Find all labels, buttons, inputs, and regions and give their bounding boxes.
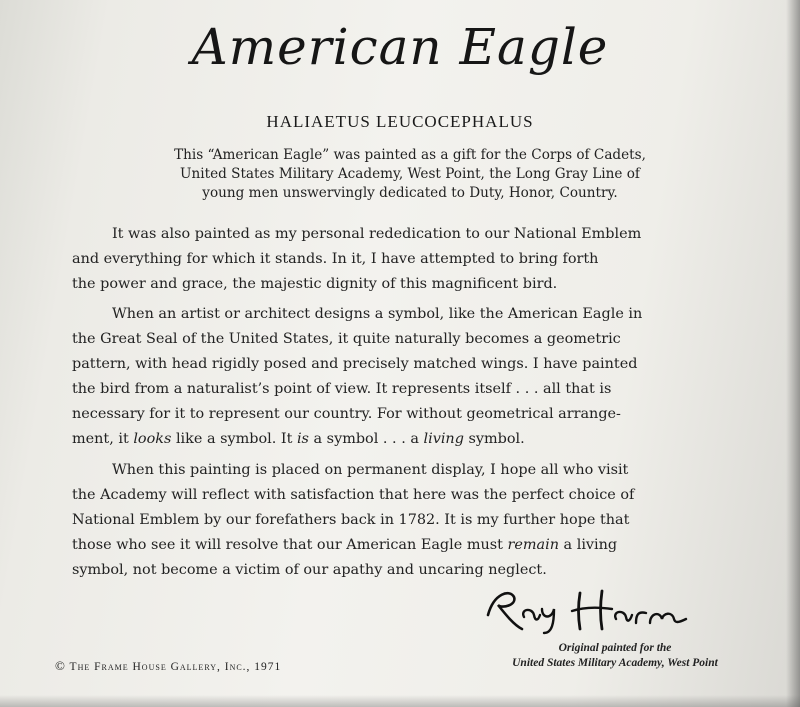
signature-text: Ray Harm <box>480 585 485 586</box>
caption-line: Original painted for the <box>558 642 672 654</box>
text-run: a living <box>558 537 618 553</box>
text-run: symbol. <box>463 431 525 447</box>
paragraph-line: When an artist or architect designs a symbol, like the American Eagle in <box>112 306 643 322</box>
paragraph-line: the bird from a naturalist’s point of view. It represents itself . . . all that is <box>72 381 612 397</box>
copyright-icon: © <box>55 658 66 673</box>
paragraph-line: the Academy will reflect with satisfaction that here was the perfect choice of <box>72 487 635 503</box>
signature-caption <box>470 641 760 671</box>
scientific-name: HALIAETUS LEUCOCEPHALUS <box>266 112 534 131</box>
copyright-text: The Frame House Gallery, Inc., 1971 <box>65 661 282 673</box>
text-run: like a symbol. It <box>171 431 297 447</box>
emphasis-is: is <box>296 431 309 447</box>
paragraph-line: United States Military Academy, West Point, the Long Gray Line of <box>180 166 640 182</box>
paragraph-line: When this painting is placed on permanent display, I hope all who visit <box>112 462 629 478</box>
paragraph-line: the Great Seal of the United States, it quite naturally becomes a geometric <box>72 331 621 347</box>
paragraph-line: and everything for which it stands. In it, I have attempted to bring forth <box>72 251 599 267</box>
paragraph-line: pattern, with head rigidly posed and precisely matched wings. I have painted <box>72 356 638 372</box>
caption-line: United States Military Academy, West Point <box>512 657 718 669</box>
copyright-notice <box>55 658 281 674</box>
text-run: those who see it will resolve that our American Eagle must <box>72 537 508 553</box>
page-bottom-shadow <box>0 695 800 707</box>
artist-signature <box>480 585 730 635</box>
paragraph-dedication <box>130 146 690 203</box>
paragraph-line: symbol, not become a victim of our apathy and uncaring neglect. <box>72 562 547 578</box>
paragraph-line: necessary for it to represent our country. For without geometrical arrange- <box>72 406 621 422</box>
paragraph-line <box>72 427 732 452</box>
emphasis-looks: looks <box>133 431 172 447</box>
text-run: a symbol . . . a <box>308 431 424 447</box>
paragraph-line: National Emblem by our forefathers back in 1782. It is my further hope that <box>72 512 630 528</box>
paragraph-rededication <box>72 222 732 297</box>
emphasis-remain: remain <box>507 537 559 553</box>
page-edge-shadow <box>786 0 800 707</box>
paragraph-symbol <box>72 302 732 452</box>
text-run: ment, it <box>72 431 134 447</box>
paragraph-line: It was also painted as my personal rededication to our National Emblem <box>112 226 642 242</box>
emphasis-living: living <box>423 431 464 447</box>
paragraph-line: young men unswervingly dedicated to Duty, Honor, Country. <box>202 185 618 201</box>
paragraph-line <box>72 533 732 558</box>
paragraph-line: the power and grace, the majestic dignity of this magnificent bird. <box>72 276 558 292</box>
paragraph-line: This “American Eagle” was painted as a gift for the Corps of Cadets, <box>174 147 646 163</box>
paragraph-display <box>72 458 732 583</box>
page-title: American Eagle <box>191 18 609 76</box>
